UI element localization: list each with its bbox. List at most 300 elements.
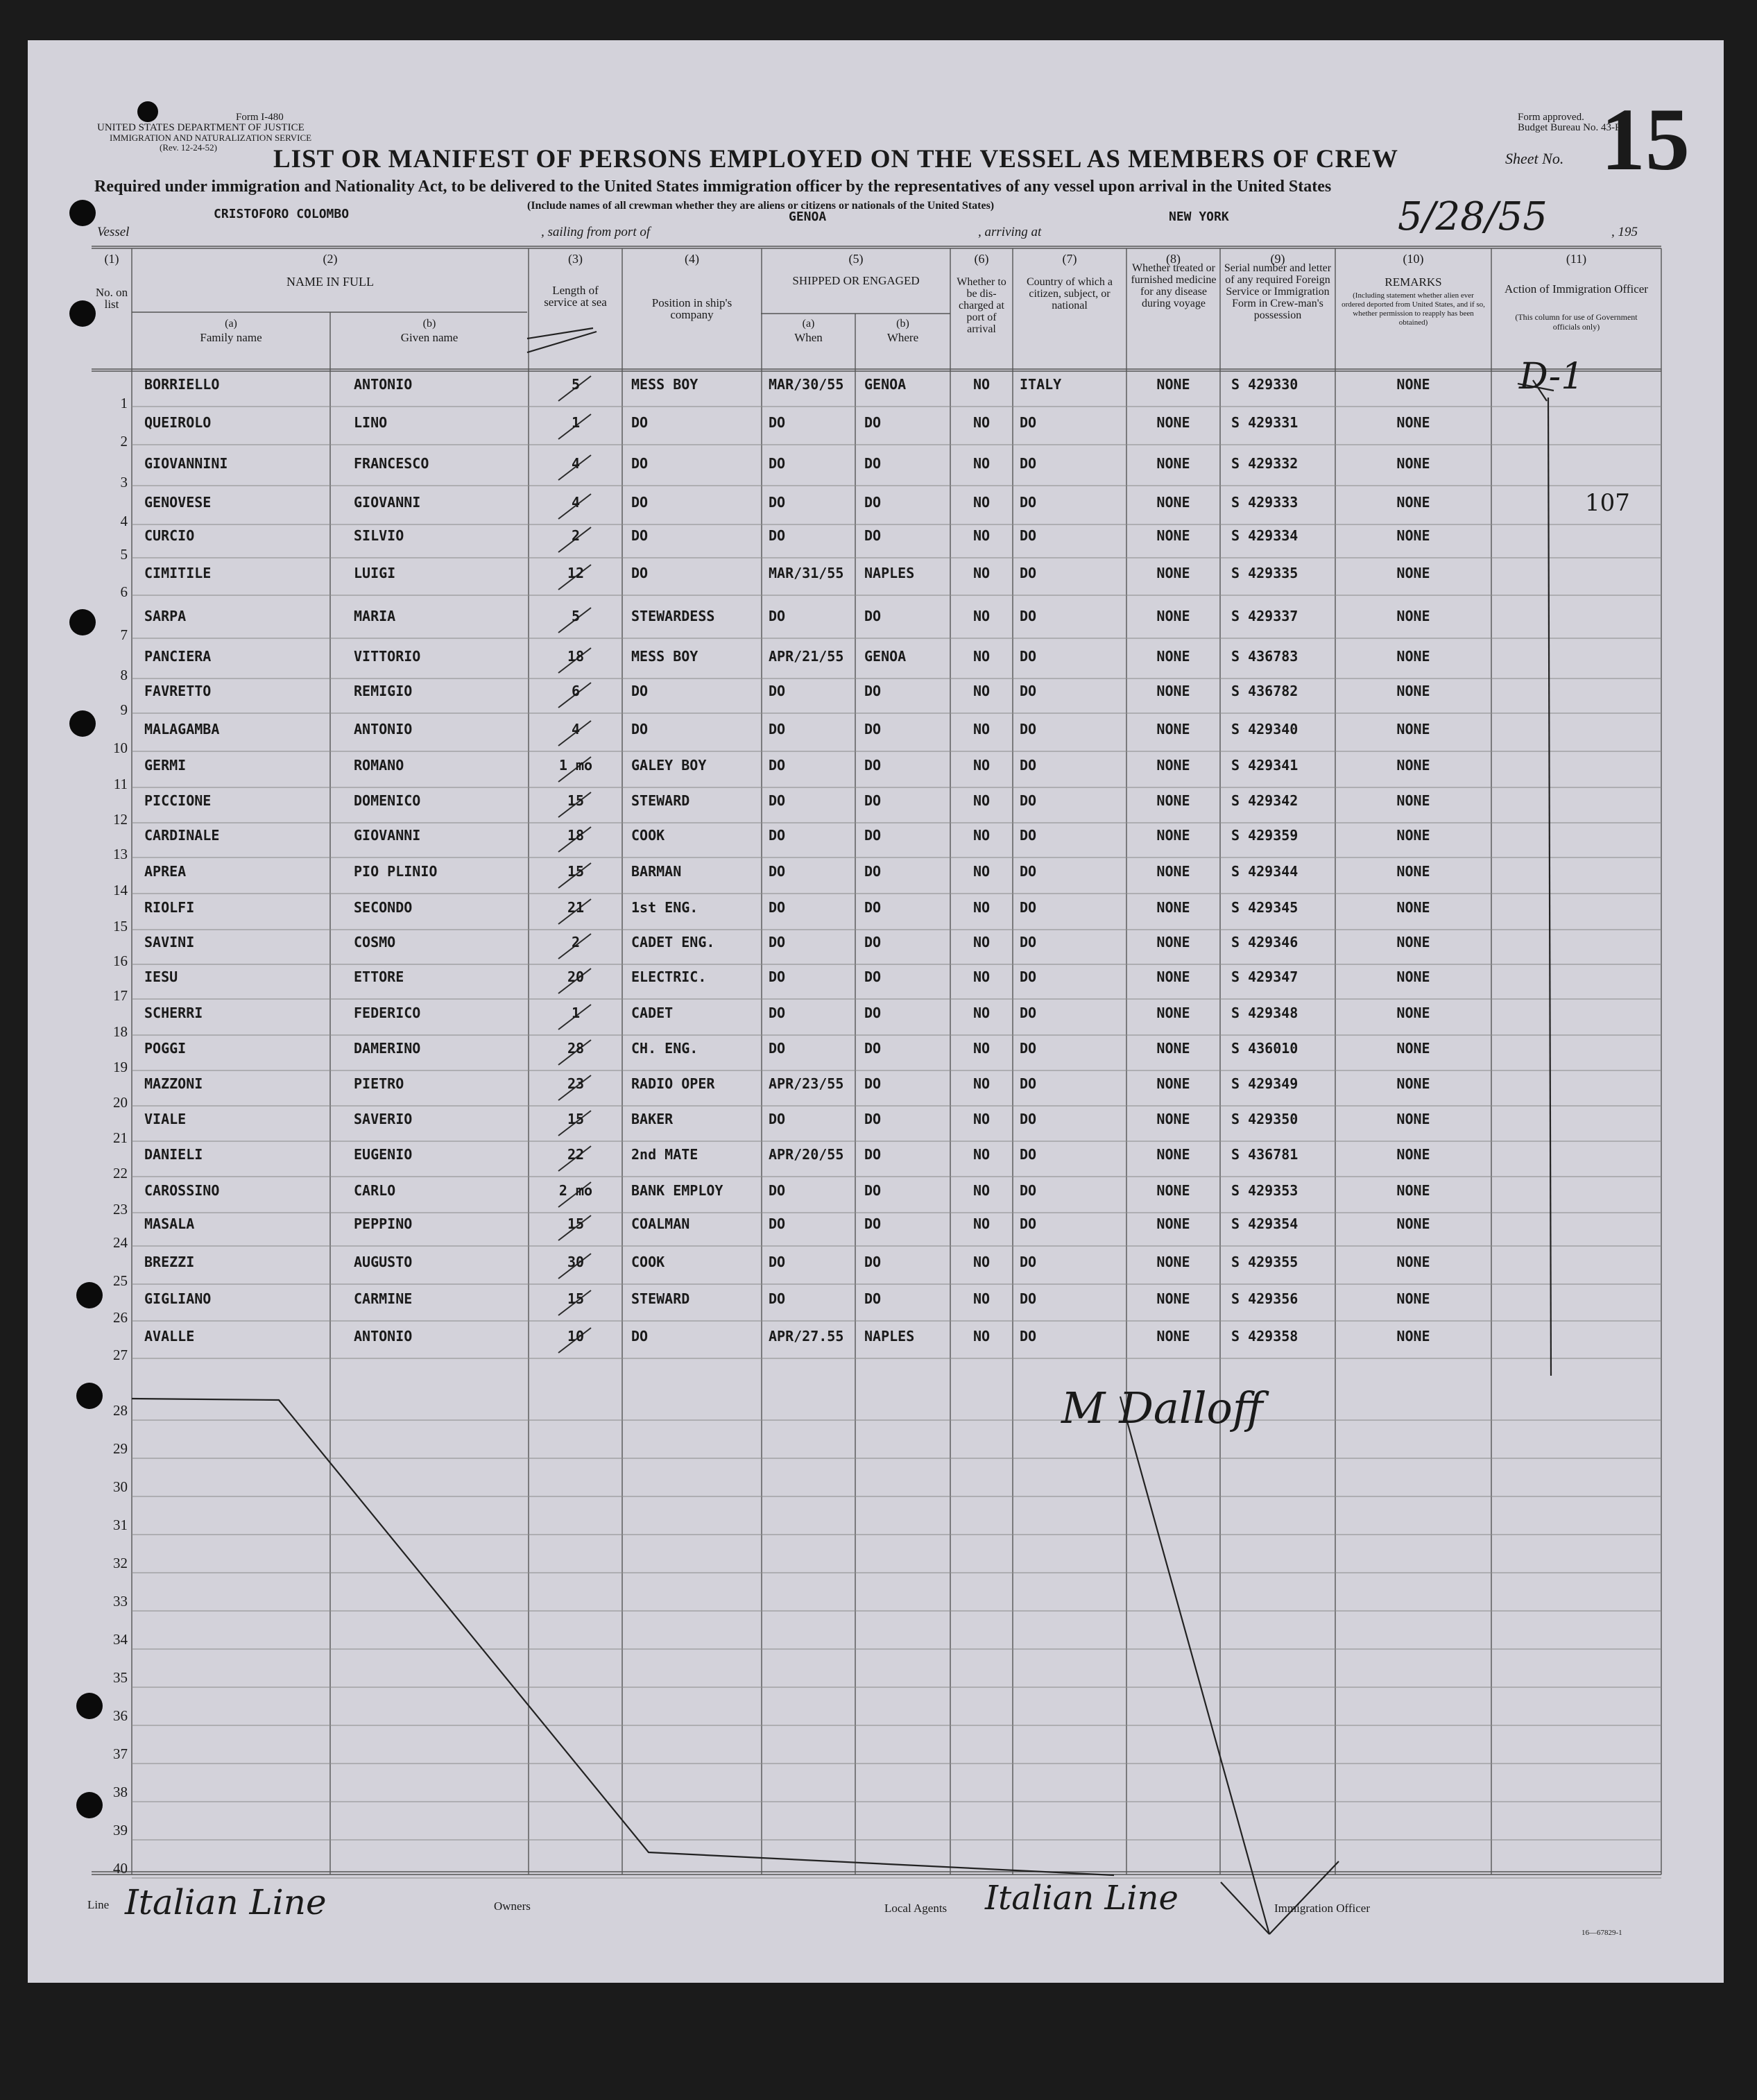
header-country: Country of which a citizen, subject, or national bbox=[1027, 276, 1113, 311]
crew-cell-given: ANTONIO bbox=[354, 1328, 413, 1344]
crew-cell-country: DO bbox=[1020, 792, 1037, 809]
crew-cell-when: DO bbox=[769, 494, 786, 511]
sailing-port: GENOA bbox=[789, 210, 827, 224]
col-num-4: (4) bbox=[685, 252, 699, 266]
crew-cell-when: APR/20/55 bbox=[769, 1146, 844, 1163]
crew-cell-given: LUIGI bbox=[354, 565, 396, 581]
header-given-name: Given name bbox=[400, 331, 458, 344]
crew-cell-where: DO bbox=[864, 968, 882, 985]
form-number: Form I-480 bbox=[236, 112, 284, 123]
crew-cell-remarks: NONE bbox=[1396, 1328, 1430, 1344]
crew-cell-disch: NO bbox=[972, 527, 991, 544]
crew-cell-country: DO bbox=[1020, 414, 1037, 431]
crew-cell-family: GIGLIANO bbox=[144, 1290, 212, 1307]
crew-cell-country: DO bbox=[1020, 1182, 1037, 1199]
crew-cell-given: ROMANO bbox=[354, 757, 404, 774]
crew-cell-remarks: NONE bbox=[1396, 1040, 1430, 1057]
crew-cell-serial: S 429337 bbox=[1231, 608, 1299, 624]
crew-cell-position: DO bbox=[631, 565, 649, 581]
col-num-2: (2) bbox=[323, 252, 338, 266]
crew-cell-serial: S 429354 bbox=[1231, 1215, 1299, 1232]
crew-cell-when: DO bbox=[769, 1290, 786, 1307]
header-remarks: REMARKS bbox=[1385, 275, 1442, 289]
crew-cell-length: 30 bbox=[567, 1254, 585, 1270]
crew-cell-given: MARIA bbox=[354, 608, 396, 624]
crew-cell-where: DO bbox=[864, 1182, 882, 1199]
crew-cell-family: APREA bbox=[144, 863, 187, 880]
arriving-port: NEW YORK bbox=[1169, 210, 1229, 224]
crew-cell-family: PANCIERA bbox=[144, 648, 212, 665]
crew-cell-remarks: NONE bbox=[1396, 899, 1430, 916]
officer-signature: M Dalloff bbox=[1061, 1383, 1263, 1433]
crew-cell-remarks: NONE bbox=[1396, 792, 1430, 809]
crew-cell-disch: NO bbox=[972, 494, 991, 511]
crew-cell-country: DO bbox=[1020, 1111, 1037, 1127]
crew-cell-family: SARPA bbox=[144, 608, 187, 624]
crew-cell-country: DO bbox=[1020, 1254, 1037, 1270]
empty-row-number: 28 bbox=[113, 1402, 128, 1419]
crew-cell-disch: NO bbox=[972, 1254, 991, 1270]
crew-cell-when: DO bbox=[769, 899, 786, 916]
row-number: 6 bbox=[120, 583, 128, 600]
crew-cell-where: DO bbox=[864, 792, 882, 809]
crew-cell-remarks: NONE bbox=[1396, 934, 1430, 950]
crew-cell-when: DO bbox=[769, 683, 786, 699]
crew-cell-remarks: NONE bbox=[1396, 376, 1430, 393]
page-title: LIST OR MANIFEST OF PERSONS EMPLOYED ON THE VESSEL AS MEMBERS OF CREW bbox=[273, 145, 1398, 173]
row-number: 27 bbox=[113, 1347, 128, 1363]
header-family-name: Family name bbox=[200, 331, 262, 344]
empty-row-number: 40 bbox=[113, 1860, 128, 1877]
crew-cell-serial: S 429345 bbox=[1231, 899, 1299, 916]
crew-cell-remarks: NONE bbox=[1396, 1182, 1430, 1199]
header-disease: Whether treated or furnished medicine for any disease during voyage bbox=[1131, 262, 1217, 309]
crew-cell-length: 1 bbox=[571, 1005, 581, 1021]
crew-cell-length: 2 bbox=[571, 934, 581, 950]
crew-cell-where: DO bbox=[864, 1254, 882, 1270]
service-name: IMMIGRATION AND NATURALIZATION SERVICE bbox=[110, 133, 312, 143]
crew-cell-when: DO bbox=[769, 934, 786, 950]
crew-cell-country: DO bbox=[1020, 934, 1037, 950]
footer-print-code: 16—67829-1 bbox=[1582, 1929, 1622, 1937]
crew-cell-treated: NONE bbox=[1156, 899, 1190, 916]
budget-bureau: Budget Bureau No. 43-R bbox=[1518, 122, 1622, 133]
crew-cell-where: DO bbox=[864, 1146, 882, 1163]
crew-cell-country: DO bbox=[1020, 757, 1037, 774]
crew-cell-given: GIOVANNI bbox=[354, 494, 421, 511]
col-num-1: (1) bbox=[104, 252, 119, 266]
crew-cell-remarks: NONE bbox=[1396, 1146, 1430, 1163]
crew-cell-disch: NO bbox=[972, 968, 991, 985]
crew-cell-treated: NONE bbox=[1156, 863, 1190, 880]
crew-cell-position: STEWARDESS bbox=[631, 608, 715, 624]
page-subtitle: Required under immigration and Nationality Act, to be delivered to the United States immigration officer by the representatives of any vessel upon arrival in the United States bbox=[94, 178, 1332, 196]
footer-line-value: Italian Line bbox=[125, 1882, 327, 1922]
crew-cell-serial: S 436782 bbox=[1231, 683, 1299, 699]
crew-cell-disch: NO bbox=[972, 1146, 991, 1163]
empty-row-number: 30 bbox=[113, 1478, 128, 1495]
crew-cell-family: IESU bbox=[144, 968, 178, 985]
crew-cell-disch: NO bbox=[972, 376, 991, 393]
crew-cell-serial: S 429359 bbox=[1231, 827, 1299, 844]
crew-cell-serial: S 429348 bbox=[1231, 1005, 1299, 1021]
row-number: 15 bbox=[113, 918, 128, 934]
crew-cell-remarks: NONE bbox=[1396, 648, 1430, 665]
crew-cell-length: 10 bbox=[567, 1328, 585, 1344]
crew-cell-given: CARMINE bbox=[354, 1290, 413, 1307]
crew-cell-country: DO bbox=[1020, 1290, 1037, 1307]
crew-cell-treated: NONE bbox=[1156, 757, 1190, 774]
manifest-sheet bbox=[28, 40, 1724, 1983]
crew-cell-country: DO bbox=[1020, 1215, 1037, 1232]
crew-cell-serial: S 429334 bbox=[1231, 527, 1299, 544]
include-note: (Include names of all crewman whether they are aliens or citizens or nationals of the United States) bbox=[527, 200, 995, 212]
crew-cell-disch: NO bbox=[972, 1075, 991, 1092]
crew-cell-when: DO bbox=[769, 827, 786, 844]
crew-cell-family: RIOLFI bbox=[144, 899, 195, 916]
sheet-number: 15 bbox=[1601, 90, 1690, 189]
crew-cell-when: DO bbox=[769, 1254, 786, 1270]
crew-cell-length: 4 bbox=[571, 721, 581, 737]
year-suffix: , 195 bbox=[1611, 225, 1638, 239]
crew-cell-given: FRANCESCO bbox=[354, 455, 429, 472]
crew-cell-family: CAROSSINO bbox=[144, 1182, 220, 1199]
crew-cell-given: ETTORE bbox=[354, 968, 404, 985]
header-position: Position in ship's company bbox=[651, 296, 732, 321]
row-number: 7 bbox=[120, 626, 128, 643]
crew-cell-disch: NO bbox=[972, 565, 991, 581]
crew-cell-when: APR/27.55 bbox=[769, 1328, 844, 1344]
crew-cell-serial: S 429341 bbox=[1231, 757, 1299, 774]
crew-cell-when: DO bbox=[769, 1111, 786, 1127]
crew-cell-length: 15 bbox=[567, 1290, 585, 1307]
header-length: Length of service at sea bbox=[544, 284, 607, 309]
crew-cell-serial: S 429342 bbox=[1231, 792, 1299, 809]
crew-cell-treated: NONE bbox=[1156, 1290, 1190, 1307]
crew-cell-given: FEDERICO bbox=[354, 1005, 421, 1021]
footer-officer-label: Immigration Officer bbox=[1274, 1902, 1371, 1915]
row-number: 23 bbox=[113, 1201, 128, 1218]
crew-cell-position: DO bbox=[631, 414, 649, 431]
crew-cell-length: 12 bbox=[567, 565, 585, 581]
crew-cell-where: DO bbox=[864, 414, 882, 431]
crew-cell-where: DO bbox=[864, 1005, 882, 1021]
header-family-a: (a) bbox=[225, 318, 237, 330]
crew-cell-where: DO bbox=[864, 934, 882, 950]
crew-cell-given: GIOVANNI bbox=[354, 827, 421, 844]
crew-cell-when: DO bbox=[769, 863, 786, 880]
arrival-date-handwritten: 5/28/55 bbox=[1398, 194, 1548, 239]
empty-row-number: 31 bbox=[113, 1517, 128, 1533]
crew-cell-given: VITTORIO bbox=[354, 648, 421, 665]
crew-cell-when: DO bbox=[769, 1215, 786, 1232]
row-number: 8 bbox=[120, 667, 128, 683]
crew-cell-given: SILVIO bbox=[354, 527, 404, 544]
crew-cell-when: DO bbox=[769, 1005, 786, 1021]
crew-cell-treated: NONE bbox=[1156, 721, 1190, 737]
crew-cell-disch: NO bbox=[972, 648, 991, 665]
crew-cell-length: 1 mo bbox=[558, 757, 593, 774]
crew-cell-when: DO bbox=[769, 757, 786, 774]
crew-cell-treated: NONE bbox=[1156, 968, 1190, 985]
crew-cell-disch: NO bbox=[972, 1290, 991, 1307]
empty-row-number: 33 bbox=[113, 1593, 128, 1610]
crew-cell-treated: NONE bbox=[1156, 792, 1190, 809]
crew-cell-treated: NONE bbox=[1156, 527, 1190, 544]
crew-cell-position: DO bbox=[631, 494, 649, 511]
crew-cell-position: DO bbox=[631, 1328, 649, 1344]
crew-cell-remarks: NONE bbox=[1396, 455, 1430, 472]
col-num-5: (5) bbox=[848, 252, 864, 266]
crew-cell-treated: NONE bbox=[1156, 683, 1190, 699]
crew-cell-when: DO bbox=[769, 792, 786, 809]
crew-cell-length: 6 bbox=[571, 683, 581, 699]
crew-cell-serial: S 429346 bbox=[1231, 934, 1299, 950]
crew-cell-family: DANIELI bbox=[144, 1146, 203, 1163]
crew-cell-country: DO bbox=[1020, 494, 1037, 511]
vessel-name: CRISTOFORO COLOMBO bbox=[214, 207, 350, 221]
crew-cell-serial: S 429333 bbox=[1231, 494, 1299, 511]
header-remarks-note: (Including statement whether alien ever ordered deported from United States, and if so, whether permission to reapply has been obtained) bbox=[1342, 291, 1485, 327]
empty-row-number: 29 bbox=[113, 1440, 128, 1457]
crew-cell-where: DO bbox=[864, 863, 882, 880]
footer-agents-label: Local Agents bbox=[884, 1902, 948, 1915]
row-number: 3 bbox=[120, 474, 128, 490]
crew-cell-where: DO bbox=[864, 494, 882, 511]
crew-cell-remarks: NONE bbox=[1396, 1075, 1430, 1092]
crew-cell-disch: NO bbox=[972, 1328, 991, 1344]
crew-cell-country: ITALY bbox=[1020, 376, 1062, 393]
row-number: 19 bbox=[113, 1059, 128, 1075]
crew-cell-remarks: NONE bbox=[1396, 1290, 1430, 1307]
crew-cell-remarks: NONE bbox=[1396, 757, 1430, 774]
crew-cell-treated: NONE bbox=[1156, 1182, 1190, 1199]
crew-cell-position: DO bbox=[631, 455, 649, 472]
crew-cell-serial: S 429347 bbox=[1231, 968, 1299, 985]
crew-cell-length: 2 bbox=[571, 527, 581, 544]
crew-cell-position: MESS BOY bbox=[631, 648, 698, 665]
empty-row-number: 39 bbox=[113, 1822, 128, 1838]
crew-cell-where: DO bbox=[864, 527, 882, 544]
crew-cell-treated: NONE bbox=[1156, 1215, 1190, 1232]
crew-cell-treated: NONE bbox=[1156, 934, 1190, 950]
crew-cell-position: BARMAN bbox=[631, 863, 682, 880]
crew-cell-length: 21 bbox=[567, 899, 585, 916]
crew-cell-country: DO bbox=[1020, 1040, 1037, 1057]
crew-cell-serial: S 429340 bbox=[1231, 721, 1299, 737]
crew-cell-position: BAKER bbox=[631, 1111, 674, 1127]
crew-cell-position: MESS BOY bbox=[631, 376, 698, 393]
header-shipped: SHIPPED OR ENGAGED bbox=[792, 274, 920, 287]
col-num-11: (11) bbox=[1566, 252, 1587, 266]
crew-cell-family: CARDINALE bbox=[144, 827, 220, 844]
crew-cell-when: DO bbox=[769, 608, 786, 624]
crew-cell-given: AUGUSTO bbox=[354, 1254, 413, 1270]
crew-cell-remarks: NONE bbox=[1396, 565, 1430, 581]
crew-cell-where: DO bbox=[864, 1075, 882, 1092]
crew-cell-disch: NO bbox=[972, 792, 991, 809]
crew-cell-country: DO bbox=[1020, 1005, 1037, 1021]
crew-cell-length: 18 bbox=[567, 827, 585, 844]
crew-cell-given: LINO bbox=[354, 414, 388, 431]
crew-cell-given: EUGENIO bbox=[354, 1146, 413, 1163]
crew-cell-treated: NONE bbox=[1156, 1075, 1190, 1092]
crew-cell-remarks: NONE bbox=[1396, 1215, 1430, 1232]
action-count-handwritten: 107 bbox=[1585, 489, 1630, 517]
header-when-a: (a) bbox=[802, 318, 815, 330]
crew-cell-length: 4 bbox=[571, 455, 581, 472]
crew-cell-family: AVALLE bbox=[144, 1328, 195, 1344]
crew-cell-disch: NO bbox=[972, 1215, 991, 1232]
crew-cell-treated: NONE bbox=[1156, 1146, 1190, 1163]
crew-cell-serial: S 429355 bbox=[1231, 1254, 1299, 1270]
crew-cell-serial: S 429331 bbox=[1231, 414, 1299, 431]
crew-cell-family: SAVINI bbox=[144, 934, 195, 950]
arriving-label: , arriving at bbox=[978, 225, 1042, 239]
col-num-3: (3) bbox=[568, 252, 583, 266]
crew-cell-family: GIOVANNINI bbox=[144, 455, 228, 472]
crew-cell-serial: S 429332 bbox=[1231, 455, 1299, 472]
header-where-b: (b) bbox=[896, 318, 909, 330]
crew-cell-family: SCHERRI bbox=[144, 1005, 203, 1021]
crew-cell-position: GALEY BOY bbox=[631, 757, 707, 774]
crew-cell-length: 28 bbox=[567, 1040, 585, 1057]
row-number: 17 bbox=[113, 987, 128, 1004]
crew-cell-country: DO bbox=[1020, 968, 1037, 985]
crew-cell-country: DO bbox=[1020, 455, 1037, 472]
sailing-label: , sailing from port of bbox=[541, 225, 651, 239]
row-number: 16 bbox=[113, 953, 128, 969]
crew-cell-where: NAPLES bbox=[864, 565, 915, 581]
row-number: 12 bbox=[113, 811, 128, 828]
col-num-8: (8) bbox=[1166, 252, 1181, 266]
empty-row-number: 37 bbox=[113, 1745, 128, 1762]
row-number: 1 bbox=[120, 395, 128, 411]
crew-cell-length: 15 bbox=[567, 1215, 585, 1232]
vessel-label: Vessel bbox=[97, 225, 130, 239]
crew-cell-length: 1 bbox=[571, 414, 581, 431]
crew-cell-treated: NONE bbox=[1156, 827, 1190, 844]
crew-cell-position: 2nd MATE bbox=[631, 1146, 698, 1163]
crew-cell-length: 5 bbox=[571, 608, 581, 624]
crew-cell-disch: NO bbox=[972, 721, 991, 737]
crew-cell-position: COOK bbox=[631, 1254, 665, 1270]
crew-cell-treated: NONE bbox=[1156, 1111, 1190, 1127]
crew-cell-length: 15 bbox=[567, 792, 585, 809]
row-number: 11 bbox=[113, 776, 128, 792]
crew-cell-serial: S 429353 bbox=[1231, 1182, 1299, 1199]
action-mark-handwritten: D-1 bbox=[1519, 356, 1584, 398]
crew-cell-disch: NO bbox=[972, 1040, 991, 1057]
header-when: When bbox=[794, 331, 823, 344]
crew-cell-where: DO bbox=[864, 683, 882, 699]
crew-cell-length: 20 bbox=[567, 968, 585, 985]
crew-cell-position: DO bbox=[631, 683, 649, 699]
crew-cell-serial: S 429349 bbox=[1231, 1075, 1299, 1092]
crew-cell-family: VIALE bbox=[144, 1111, 187, 1127]
crew-cell-position: BANK EMPLOY bbox=[631, 1182, 723, 1199]
crew-cell-remarks: NONE bbox=[1396, 863, 1430, 880]
row-number: 24 bbox=[113, 1234, 128, 1251]
empty-row-number: 32 bbox=[113, 1555, 128, 1571]
form-approval: Form approved. bbox=[1518, 112, 1584, 123]
crew-cell-given: REMIGIO bbox=[354, 683, 413, 699]
crew-cell-position: COALMAN bbox=[631, 1215, 690, 1232]
crew-cell-remarks: NONE bbox=[1396, 414, 1430, 431]
crew-cell-when: DO bbox=[769, 455, 786, 472]
header-serial: Serial number and letter of any required Foreign Service or Immigration Form in Crew-man's possession bbox=[1224, 262, 1332, 321]
row-number: 22 bbox=[113, 1165, 128, 1181]
crew-cell-length: 22 bbox=[567, 1146, 585, 1163]
crew-cell-serial: S 429330 bbox=[1231, 376, 1299, 393]
crew-cell-treated: NONE bbox=[1156, 1040, 1190, 1057]
header-discharged: Whether to be dis-charged at port of arrival bbox=[957, 276, 1006, 335]
row-number: 21 bbox=[113, 1129, 128, 1146]
crew-cell-remarks: NONE bbox=[1396, 1005, 1430, 1021]
crew-cell-country: DO bbox=[1020, 1146, 1037, 1163]
crew-cell-where: NAPLES bbox=[864, 1328, 915, 1344]
crew-cell-when: APR/21/55 bbox=[769, 648, 844, 665]
crew-cell-length: 15 bbox=[567, 1111, 585, 1127]
crew-cell-position: DO bbox=[631, 721, 649, 737]
row-number: 14 bbox=[113, 882, 128, 898]
crew-cell-country: DO bbox=[1020, 899, 1037, 916]
crew-cell-country: DO bbox=[1020, 721, 1037, 737]
crew-cell-disch: NO bbox=[972, 827, 991, 844]
crew-cell-treated: NONE bbox=[1156, 455, 1190, 472]
crew-cell-position: STEWARD bbox=[631, 792, 690, 809]
crew-cell-treated: NONE bbox=[1156, 1254, 1190, 1270]
row-number: 18 bbox=[113, 1023, 128, 1040]
row-number: 4 bbox=[120, 513, 128, 529]
crew-cell-remarks: NONE bbox=[1396, 683, 1430, 699]
crew-cell-disch: NO bbox=[972, 757, 991, 774]
crew-cell-serial: S 436783 bbox=[1231, 648, 1299, 665]
crew-cell-given: ANTONIO bbox=[354, 376, 413, 393]
crew-cell-treated: NONE bbox=[1156, 608, 1190, 624]
crew-cell-disch: NO bbox=[972, 1005, 991, 1021]
crew-cell-disch: NO bbox=[972, 899, 991, 916]
row-number: 10 bbox=[113, 740, 128, 756]
crew-cell-given: PEPPINO bbox=[354, 1215, 413, 1232]
header-action-note: (This column for use of Government officials only) bbox=[1515, 312, 1638, 332]
row-number: 26 bbox=[113, 1309, 128, 1326]
crew-cell-where: DO bbox=[864, 757, 882, 774]
crew-cell-position: STEWARD bbox=[631, 1290, 690, 1307]
crew-cell-remarks: NONE bbox=[1396, 527, 1430, 544]
crew-cell-position: CADET bbox=[631, 1005, 674, 1021]
footer-line-label: Line bbox=[87, 1898, 110, 1911]
row-number: 25 bbox=[113, 1272, 128, 1289]
crew-cell-where: DO bbox=[864, 1040, 882, 1057]
crew-cell-where: GENOA bbox=[864, 648, 907, 665]
row-number: 5 bbox=[120, 546, 128, 563]
crew-cell-given: PIETRO bbox=[354, 1075, 404, 1092]
crew-cell-remarks: NONE bbox=[1396, 968, 1430, 985]
crew-cell-family: CIMITILE bbox=[144, 565, 212, 581]
crew-cell-when: APR/23/55 bbox=[769, 1075, 844, 1092]
row-number: 9 bbox=[120, 701, 128, 718]
empty-row-number: 38 bbox=[113, 1784, 128, 1800]
crew-cell-country: DO bbox=[1020, 527, 1037, 544]
crew-cell-treated: NONE bbox=[1156, 565, 1190, 581]
crew-cell-remarks: NONE bbox=[1396, 1111, 1430, 1127]
crew-cell-family: POGGI bbox=[144, 1040, 187, 1057]
crew-cell-given: SECONDO bbox=[354, 899, 413, 916]
crew-cell-length: 4 bbox=[571, 494, 581, 511]
crew-cell-where: DO bbox=[864, 1111, 882, 1127]
crew-cell-serial: S 429335 bbox=[1231, 565, 1299, 581]
